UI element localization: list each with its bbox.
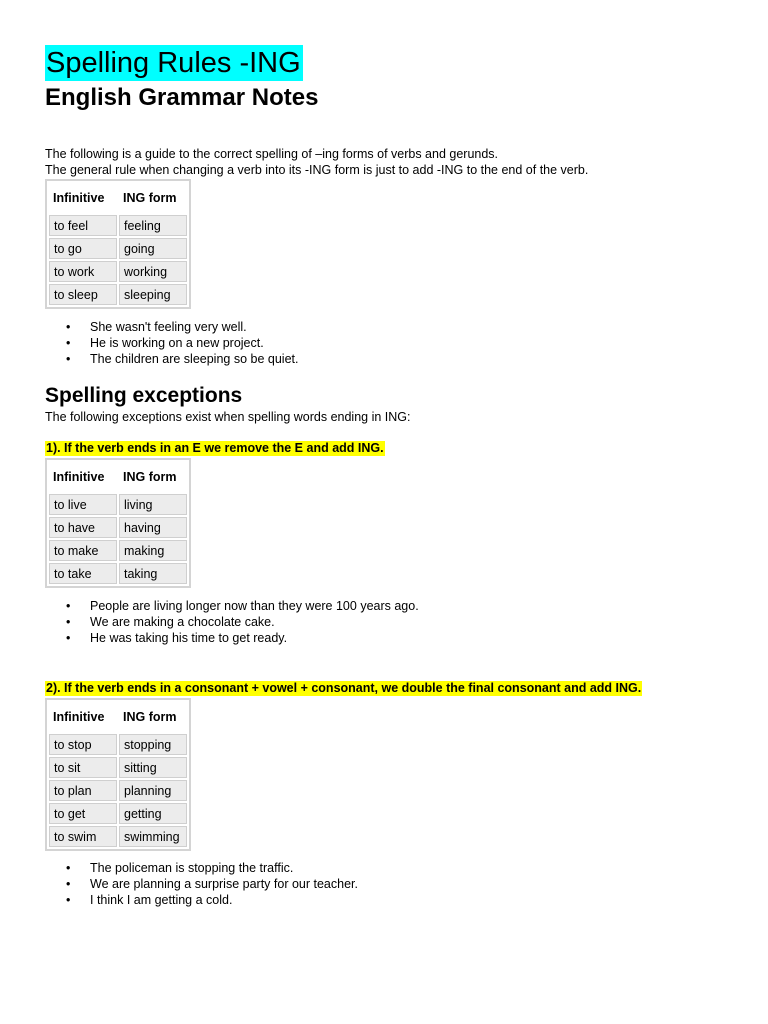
list-item: • The children are sleeping so be quiet. (45, 351, 298, 367)
table-row (49, 238, 187, 259)
header-ing-form: ING form (119, 183, 187, 213)
ing-form-cell: living (119, 494, 187, 515)
table-row (49, 803, 187, 824)
ing-form-cell: making (119, 540, 187, 561)
rule-2-verb-table (45, 698, 191, 851)
table-row (49, 215, 187, 236)
infinitive-cell: to go (49, 238, 117, 259)
infinitive-cell: to sit (49, 757, 117, 778)
infinitive-cell: to take (49, 563, 117, 584)
rule-2-highlight: 2). If the verb ends in a consonant + vowel + consonant, we double the final consonant and add ING. (46, 681, 642, 695)
ing-form-cell: planning (119, 780, 187, 801)
table-row (49, 540, 187, 561)
list-item: • We are planning a surprise party for our teacher. (45, 876, 358, 892)
infinitive-cell: to swim (49, 826, 117, 847)
table-row (49, 563, 187, 584)
ing-form-cell: working (119, 261, 187, 282)
list-item: • She wasn't feeling very well. (45, 319, 298, 335)
rule-1-examples-list (45, 598, 419, 646)
infinitive-cell: to stop (49, 734, 117, 755)
list-item: • He is working on a new project. (45, 335, 298, 351)
exceptions-intro: The following exceptions exist when spelling words ending in ING: (45, 410, 411, 424)
table-row (49, 494, 187, 515)
table-row (49, 780, 187, 801)
intro-line-1: The following is a guide to the correct spelling of –ing forms of verbs and gerunds. (45, 147, 499, 161)
rule-1-verb-table (45, 458, 191, 588)
infinitive-cell: to make (49, 540, 117, 561)
header-infinitive: Infinitive (49, 183, 117, 213)
ing-form-cell: stopping (119, 734, 187, 755)
rule-1-highlight: 1). If the verb ends in an E we remove the E and add ING. (46, 441, 384, 455)
list-item: • People are living longer now than they were 100 years ago. (45, 598, 419, 614)
list-item: • The policeman is stopping the traffic. (45, 860, 358, 876)
ing-form-cell: having (119, 517, 187, 538)
general-verb-table (45, 179, 191, 309)
ing-form-cell: sleeping (119, 284, 187, 305)
page-title: Spelling Rules -ING (46, 47, 301, 79)
table-row (49, 284, 187, 305)
table-header-row (49, 702, 187, 732)
intro-line-2: The general rule when changing a verb into its -ING form is just to add -ING to the end of the verb. (45, 163, 589, 177)
table-header-row (49, 462, 187, 492)
infinitive-cell: to work (49, 261, 117, 282)
infinitive-cell: to have (49, 517, 117, 538)
infinitive-cell: to sleep (49, 284, 117, 305)
ing-form-cell: going (119, 238, 187, 259)
infinitive-cell: to live (49, 494, 117, 515)
infinitive-cell: to plan (49, 780, 117, 801)
ing-form-cell: feeling (119, 215, 187, 236)
list-item: • He was taking his time to get ready. (45, 630, 419, 646)
list-item: • We are making a chocolate cake. (45, 614, 419, 630)
rule-2-examples-list (45, 860, 358, 908)
table-row (49, 734, 187, 755)
list-item: • I think I am getting a cold. (45, 892, 358, 908)
ing-form-cell: swimming (119, 826, 187, 847)
general-examples-list (45, 319, 298, 367)
header-infinitive: Infinitive (49, 462, 117, 492)
table-row (49, 261, 187, 282)
table-row (49, 826, 187, 847)
infinitive-cell: to feel (49, 215, 117, 236)
infinitive-cell: to get (49, 803, 117, 824)
table-row (49, 757, 187, 778)
ing-form-cell: taking (119, 563, 187, 584)
exceptions-heading: Spelling exceptions (45, 384, 243, 407)
table-row (49, 517, 187, 538)
ing-form-cell: sitting (119, 757, 187, 778)
header-infinitive: Infinitive (49, 702, 117, 732)
table-header-row (49, 183, 187, 213)
ing-form-cell: getting (119, 803, 187, 824)
header-ing-form: ING form (119, 702, 187, 732)
page-subtitle: English Grammar Notes (45, 84, 319, 111)
header-ing-form: ING form (119, 462, 187, 492)
